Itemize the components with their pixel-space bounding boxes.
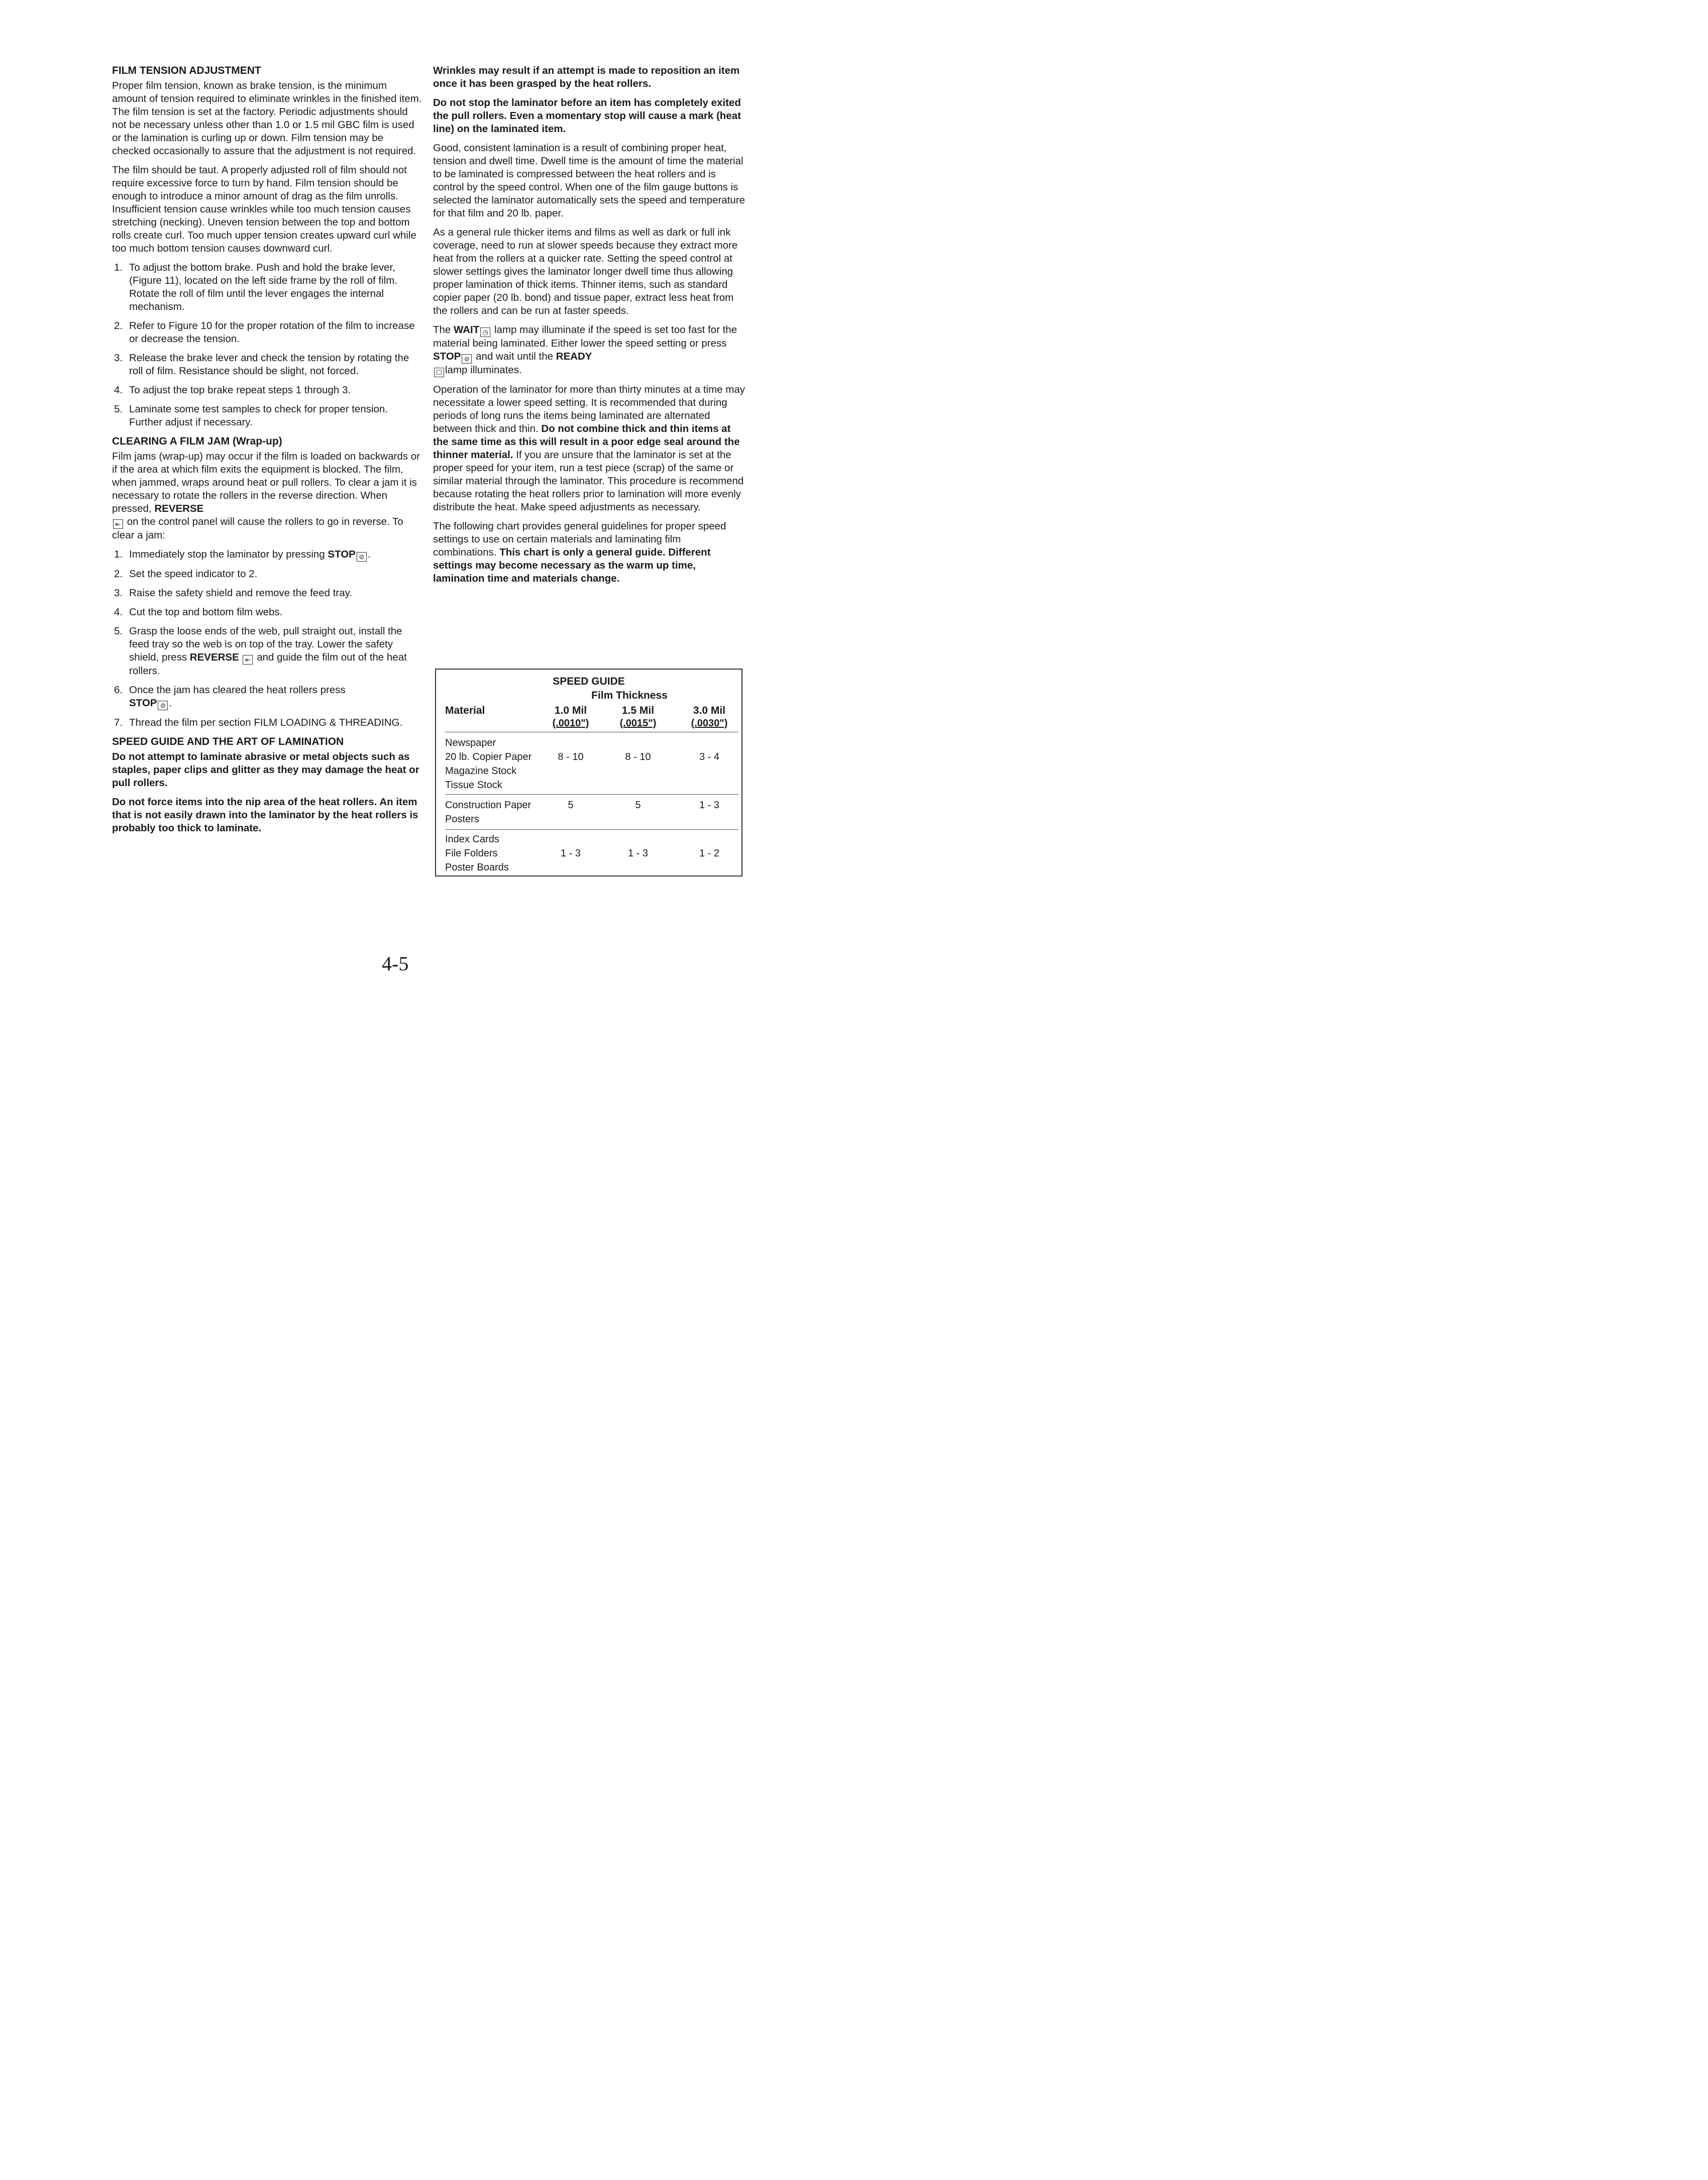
list-item bbox=[112, 352, 422, 378]
wait-lamp-icon: ◷ bbox=[480, 328, 490, 337]
column-subheader: (.0015") bbox=[619, 718, 657, 729]
text: Film jams (wrap-up) may occur if the film is loaded on backwards or if the area at which film exits the equipment is blocked. The film, when jammed, wraps around heat or pull rollers. To clear a jam it is necessary to rotate the rollers in the reverse direction. When pressed, bbox=[112, 451, 420, 514]
list-item: 2. Set the speed indicator to 2. bbox=[114, 568, 258, 580]
step-text: Grasp the loose ends of the web, pull straight out, install the feed tray so the web is on top of the tray. Lower the safety shield, press bbox=[129, 625, 402, 663]
keyword-stop: STOP bbox=[433, 351, 461, 362]
material-name: Poster Boards bbox=[445, 862, 509, 873]
list-item: 6. Once the jam has cleared the heat rollers press STOP ⊘ . bbox=[114, 684, 346, 709]
step-number: 4. bbox=[114, 384, 123, 396]
table-cell-materials bbox=[445, 798, 531, 826]
keyword-stop: STOP bbox=[129, 697, 157, 709]
section-heading-film-jam: CLEARING A FILM JAM (Wrap-up) bbox=[112, 435, 282, 447]
list-item bbox=[112, 403, 422, 429]
table-cell-value: 1 - 2 bbox=[699, 848, 720, 859]
section-heading-speed-guide: SPEED GUIDE AND THE ART OF LAMINATION bbox=[112, 736, 344, 747]
step-text: Thread the film per section FILM LOADING & THREADING. bbox=[129, 717, 403, 728]
stop-button-icon: ⊘ bbox=[357, 552, 367, 562]
reverse-button-icon: ⇤ bbox=[243, 655, 253, 665]
step-text: Release the brake lever and check the tension by rotating the roll of film. Resistance should be slight, not forced. bbox=[129, 352, 409, 377]
right-column bbox=[433, 64, 746, 591]
text: The following chart provides general guidelines for proper speed settings to use on certain materials and laminating film combinations. bbox=[433, 520, 726, 558]
table-cell-value: 5 bbox=[568, 800, 574, 811]
text: The bbox=[433, 324, 451, 336]
reverse-button-icon: ⇤ bbox=[113, 519, 123, 529]
step-text: Cut the top and bottom film webs. bbox=[129, 606, 283, 618]
paragraph: Good, consistent lamination is a result of combining proper heat, tension and dwell time. Dwell time is the amount of time the material to be laminated is compressed between the heat rollers and is control by the speed control. When one of the film gauge buttons is selected the laminator automatically sets the speed and temperature for that film and 20 lb. paper. bbox=[433, 142, 745, 219]
list-item bbox=[112, 261, 422, 313]
step-number: 3. bbox=[114, 352, 123, 364]
step-text: Raise the safety shield and remove the feed tray. bbox=[129, 587, 353, 599]
step-text: Set the speed indicator to 2. bbox=[129, 568, 258, 580]
material-name: Tissue Stock bbox=[445, 780, 502, 791]
step-text: and guide the film out of the heat rollers. bbox=[129, 651, 407, 677]
page-number: 4-5 bbox=[382, 952, 409, 975]
material-name: Newspaper bbox=[445, 737, 496, 748]
keyword-stop: STOP bbox=[328, 549, 356, 560]
material-name: Posters bbox=[445, 814, 479, 825]
keyword-reverse: REVERSE bbox=[154, 503, 204, 514]
column-subheader: (.0030") bbox=[691, 718, 728, 729]
left-column bbox=[112, 64, 422, 841]
text: lamp may illuminate if the speed is set too fast for the material being laminated. Either lower the speed setting or press bbox=[433, 324, 737, 349]
material-name: Index Cards bbox=[445, 834, 499, 845]
list-item: 3. Raise the safety shield and remove the feed tray. bbox=[114, 587, 353, 599]
step-text: Once the jam has cleared the heat rollers press bbox=[129, 684, 346, 696]
table-cell-value: 8 - 10 bbox=[625, 751, 651, 762]
list-item bbox=[112, 319, 422, 346]
column-header-material: Material bbox=[445, 705, 485, 716]
paragraph bbox=[112, 450, 422, 542]
step-text: Refer to Figure 10 for the proper rotation of the film to increase or decrease the tension. bbox=[129, 320, 415, 345]
paragraph: As a general rule thicker items and films as well as dark or full ink coverage, need to run at slower speeds because they extract more heat from the rollers at a quicker rate. Setting the speed control at slower settings gives the laminator longer dwell time thus allowing proper lamination of thick items. Thinner items, such as standard copier paper (20 lb. bond) and tissue paper, extract less heat from the rollers and can be run at faster speeds. bbox=[433, 227, 738, 316]
step-number: 5. bbox=[114, 403, 123, 415]
paragraph bbox=[433, 383, 746, 514]
text: and wait until the bbox=[476, 351, 554, 362]
speed-guide-table bbox=[435, 669, 742, 877]
step-text: To adjust the bottom brake. Push and hold the brake lever, (Figure 11), located on the left side frame by the roll of film. Rotate the roll of film until the lever engages the internal mechanism. bbox=[129, 262, 398, 312]
list-item: 4. Cut the top and bottom film webs. bbox=[114, 606, 283, 618]
warning-inline: This chart is only a general guide. Different settings may become necessary as the warm up time, lamination time and materials change. bbox=[433, 547, 711, 584]
warning-text: Do not stop the laminator before an item has completely exited the pull rollers. Even a momentary stop will cause a mark (heat line) on the laminated item. bbox=[433, 97, 741, 135]
table-divider bbox=[445, 794, 738, 795]
table-divider bbox=[445, 829, 738, 830]
list-item bbox=[112, 384, 422, 397]
table-cell-value: 5 bbox=[635, 800, 641, 811]
material-name: File Folders bbox=[445, 848, 498, 859]
column-header: 1.5 Mil bbox=[621, 705, 655, 716]
brake-steps-list bbox=[112, 261, 422, 429]
table-title: SPEED GUIDE bbox=[553, 676, 625, 687]
step-text: Laminate some test samples to check for proper tension. Further adjust if necessary. bbox=[129, 403, 388, 428]
keyword-reverse: REVERSE bbox=[189, 651, 239, 663]
table-cell-materials bbox=[445, 832, 509, 875]
column-header: 3.0 Mil bbox=[693, 705, 726, 716]
step-text: Immediately stop the laminator by pressing bbox=[129, 549, 325, 560]
stop-button-icon: ⊘ bbox=[462, 354, 472, 364]
list-item: 1. Immediately stop the laminator by pressing STOP ⊘ . bbox=[114, 549, 371, 561]
keyword-wait: WAIT bbox=[454, 324, 480, 336]
step-text: To adjust the top brake repeat steps 1 through 3. bbox=[129, 384, 351, 396]
text: on the control panel will cause the rollers to go in reverse. To clear a jam: bbox=[112, 516, 403, 541]
material-name: Construction Paper bbox=[445, 800, 531, 811]
list-item: 7. Thread the film per section FILM LOADING & THREADING. bbox=[114, 717, 403, 728]
warning-text: Do not force items into the nip area of the heat rollers. An item that is not easily drawn into the laminator by the heat rollers is probably too thick to laminate. bbox=[112, 796, 418, 834]
text: Operation of the laminator for more than thirty minutes at a time may necessitate a lower speed setting. It is recommended that during periods of long runs the items being laminated are alternated between thick and thin. bbox=[433, 384, 745, 434]
ready-lamp-icon: ☐ bbox=[434, 368, 444, 377]
table-cell-materials bbox=[445, 736, 531, 792]
section-heading-film-tension: FILM TENSION ADJUSTMENT bbox=[112, 65, 261, 76]
paragraph bbox=[433, 323, 746, 377]
material-name: Magazine Stock bbox=[445, 766, 517, 777]
stop-button-icon: ⊘ bbox=[158, 701, 168, 710]
paragraph: The film should be taut. A properly adjusted roll of film should not require excessive force to turn by hand. Film tension should be enough to introduce a minor amount of drag as the film unrolls. Insufficient tension cause wrinkles while too much tension causes stretching (necking). Uneven tension between the top and bottom rolls create curl. Too much upper tension creates upward curl while too much bottom tension causes downward curl. bbox=[112, 164, 416, 254]
warning-text: Wrinkles may result if an attempt is made to reposition an item once it has been grasped by the heat rollers. bbox=[433, 65, 740, 89]
material-name: 20 lb. Copier Paper bbox=[445, 751, 532, 762]
table-cell-value: 1 - 3 bbox=[627, 848, 649, 859]
list-item: 5. Grasp the loose ends of the web, pull straight out, install the feed tray so the web is on top of the tray. Lower the safety shield, press REVERSE ⇤ and guide the film out of the heat rollers. bbox=[114, 625, 407, 677]
jam-steps-list bbox=[112, 548, 422, 729]
table-cell-value: 1 - 3 bbox=[699, 800, 720, 811]
paragraph: Proper film tension, known as brake tension, is the minimum amount of tension required to eliminate wrinkles in the finished item. The film tension is set at the factory. Periodic adjustments should not be necessary unless other than 1.0 or 1.5 mil GBC film is used or the lamination is curling up or down. Film tension may be checked occasionally to assure that the adjustment is not required. bbox=[112, 80, 422, 157]
table-subtitle: Film Thickness bbox=[591, 690, 668, 701]
column-header: 1.0 Mil bbox=[554, 705, 587, 716]
table-cell-value: 1 - 3 bbox=[560, 848, 581, 859]
keyword-ready: READY bbox=[556, 351, 592, 362]
text: If you are unsure that the laminator is set at the proper speed for your item, run a test piece (scrap) of the same or similar material through the laminator. This procedure is recommend because rotating the heat rollers prior to lamination will more evenly distribute the heat. Make speed adjustments as necessary. bbox=[433, 449, 744, 513]
warning-inline: Do not combine thick and thin items at the same time as this will result in a poor edge seal around the thinner material. bbox=[433, 423, 740, 461]
table-cell-value: 3 - 4 bbox=[699, 751, 720, 762]
table-cell-value: 8 - 10 bbox=[558, 751, 584, 762]
warning-text: Do not attempt to laminate abrasive or metal objects such as staples, paper clips and glitter as they may damage the heat or pull rollers. bbox=[112, 751, 419, 789]
step-number: 2. bbox=[114, 320, 123, 332]
text: lamp illuminates. bbox=[445, 364, 522, 376]
step-number: 1. bbox=[114, 262, 123, 273]
paragraph bbox=[433, 520, 746, 585]
column-subheader: (.0010") bbox=[552, 718, 589, 729]
